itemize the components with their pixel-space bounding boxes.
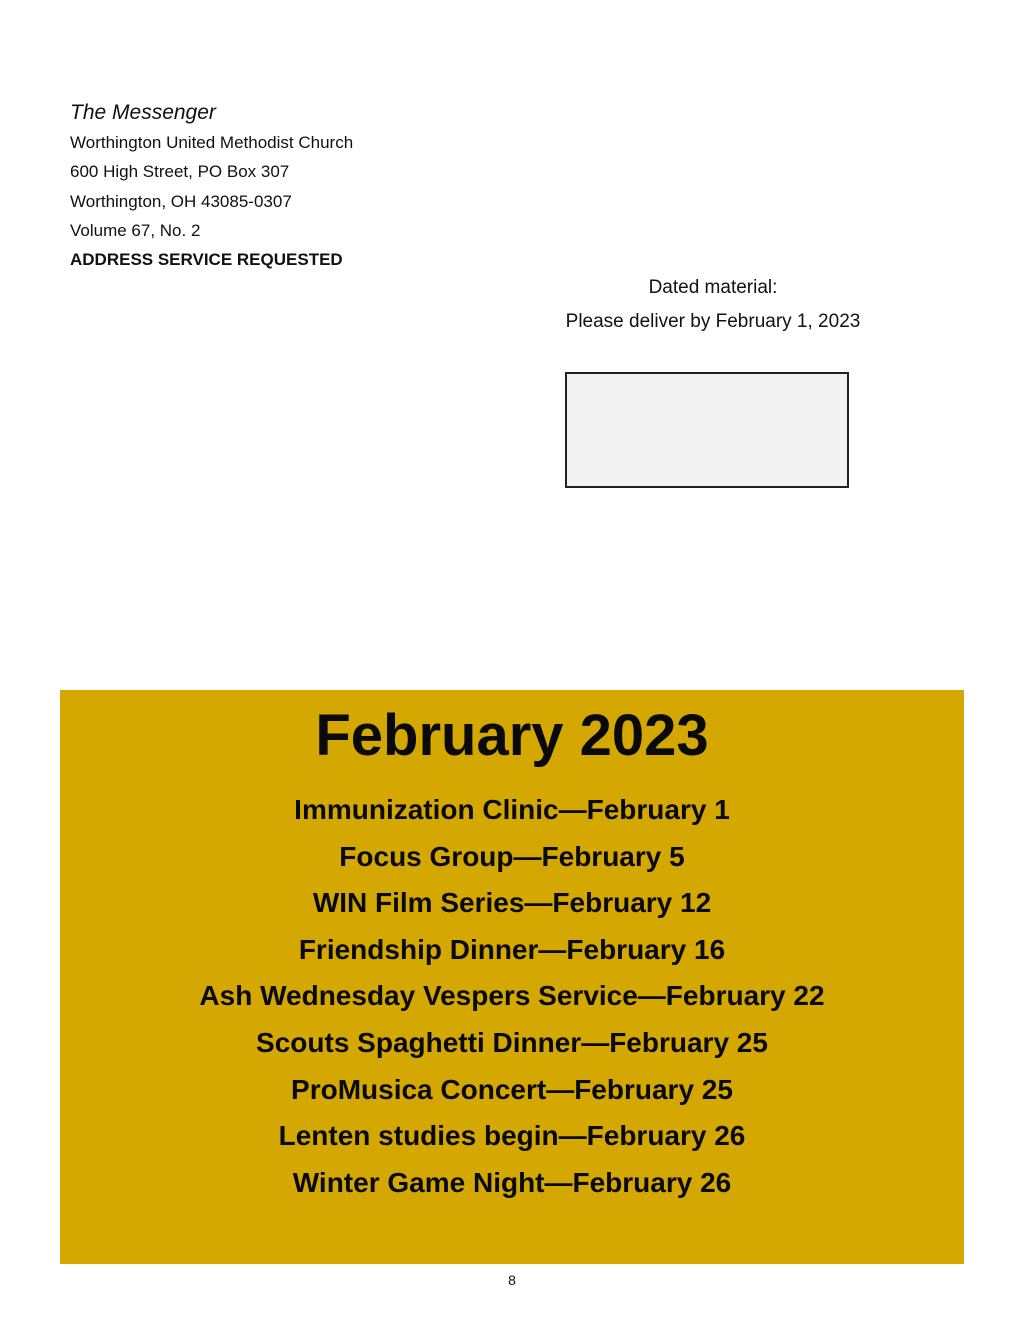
city-state-zip: Worthington, OH 43085-0307: [70, 191, 292, 211]
events-list: [60, 787, 964, 1206]
publication-title: The Messenger: [70, 101, 216, 124]
dated-material-notice: [520, 271, 906, 339]
street-address: 600 High Street, PO Box 307: [70, 162, 290, 182]
return-address: [70, 98, 470, 274]
event-item-ash-wednesday-vespers: Ash Wednesday Vespers Service—February 22: [199, 980, 825, 1012]
event-item-win-film-series: WIN Film Series—February 12: [312, 887, 712, 919]
address-service-notice: ADDRESS SERVICE REQUESTED: [70, 250, 343, 270]
event-item-winter-game-night: Winter Game Night—February 26: [292, 1166, 732, 1198]
page-number: 8: [508, 1272, 516, 1288]
mailing-label-box: [565, 372, 849, 488]
event-item-promusica-concert: ProMusica Concert—February 25: [291, 1073, 733, 1105]
event-item-friendship-dinner: Friendship Dinner—February 16: [298, 933, 726, 965]
events-title: February 2023: [315, 703, 709, 768]
event-item-lenten-studies: Lenten studies begin—February 26: [278, 1120, 746, 1152]
delivery-date-notice: Please deliver by February 1, 2023: [565, 311, 861, 332]
event-item-immunization-clinic: Immunization Clinic—February 1: [294, 794, 730, 825]
organization-name: Worthington United Methodist Church: [70, 133, 354, 152]
event-item-focus-group: Focus Group—February 5: [339, 840, 685, 872]
events-panel: [60, 690, 964, 1264]
event-item-scouts-spaghetti-dinner: Scouts Spaghetti Dinner—February 25: [256, 1026, 768, 1058]
volume-number: Volume 67, No. 2: [70, 220, 201, 240]
dated-material-label: Dated material:: [648, 277, 778, 298]
